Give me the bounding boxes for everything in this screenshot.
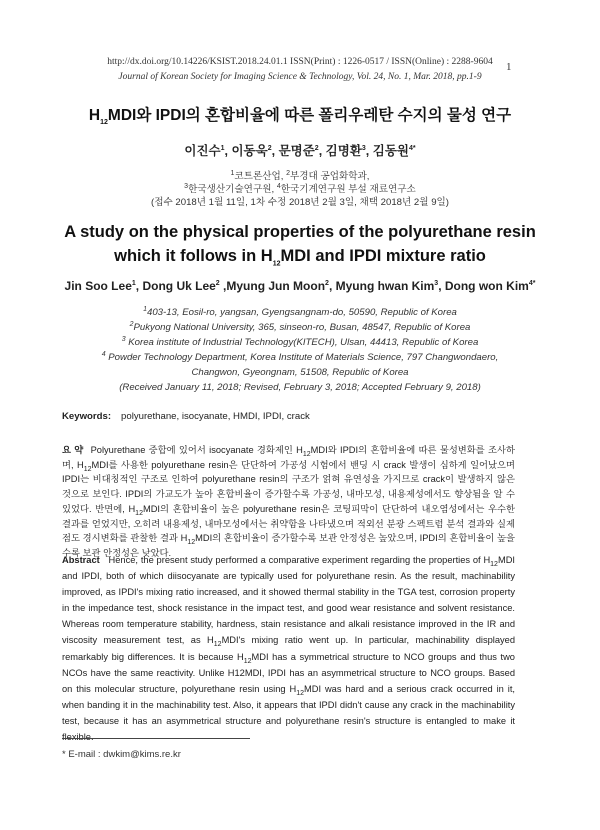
korean-abstract-label: 요 약 (62, 445, 84, 455)
en-author-sup: 2 (325, 280, 329, 287)
abstract-sub: 12 (213, 641, 222, 649)
en-author-name: Jin Soo Lee (64, 279, 132, 293)
aff-text: 403-13, Eosil-ro, yangsan, Gyengsangnam-do, 50590, Republic of Korea (147, 307, 457, 318)
ko-author-separator: , (224, 144, 232, 158)
en-author-sup: 4* (528, 280, 536, 287)
en-author-separator: , (219, 279, 227, 293)
english-abstract-label: Abstract (62, 555, 100, 565)
abstract-sub: 12 (302, 450, 311, 458)
english-title-line-2 (40, 244, 560, 268)
aff-sup: 2 (286, 169, 290, 177)
english-affiliation-1 (60, 307, 540, 318)
english-affiliation-2 (60, 322, 540, 333)
keywords-text: polyurethane, isocyanate, HMDI, IPDI, crack (121, 411, 310, 422)
abstract-sub: 12 (83, 465, 92, 473)
journal-citation: Journal of Korean Society for Imaging Science & Technology, Vol. 24, No. 1, Mar. 2018, pp.1-9 (118, 72, 482, 82)
ko-author-name: 김명환 (325, 144, 362, 158)
abstract-text: MDI has a symmetrical structure to NCO groups and thus two NCOs have the same reactivity. Unlike H12MDI, IPDI has an asymmetrical structure to NCO groups. Based on this molecular structure, polyurethane resin using H (62, 651, 515, 694)
en-author-sup: 2 (215, 280, 220, 287)
doi-issn-line: http://dx.doi.org/10.14226/KSIST.2018.24.01.1 ISSN(Print) : 1226-0517 / ISSN(Online) : 2288-9604 (107, 57, 493, 67)
ko-author-name: 이진수 (184, 144, 221, 158)
en-author-name: Dong Uk Lee (142, 279, 216, 293)
english-authors (40, 279, 560, 293)
abstract-sub: 12 (135, 509, 143, 517)
en-author-separator: , (135, 279, 143, 293)
english-affiliation-4-cont: Changwon, Gyeongnam, 51508, Republic of Korea (191, 367, 409, 378)
aff-sup: 4 (101, 350, 106, 358)
aff-text: 부경대 공업화학과, (290, 171, 370, 182)
english-affiliation-4 (60, 352, 540, 363)
aff-sup: 4 (276, 182, 281, 190)
en-author-name: Myung hwan Kim (335, 279, 435, 293)
en-author-sup: 1 (131, 280, 136, 287)
korean-dates: (접수 2018년 1월 11일, 1차 수정 2018년 2월 3일, 채택 2018년 2월 9일) (151, 197, 449, 208)
abstract-sub: 12 (490, 560, 498, 568)
abstract-text: MDI의 혼합비율이 높은 polyurethane resin은 코팅피막이 단단하여 내오염성에서는 우수한 결과를 얻었지만, 오히려 내용제성, 내마모성에서는 취약함을 나타냈으며 적외선 분광 스펙트럼 분석 결과와 실제 점도 경시변화를 관찰한 결과 H (62, 503, 515, 544)
aff-text: Korea institute of Industrial Technology(KITECH), Ulsan, 44413, Republic of Korea (125, 337, 479, 348)
abstract-text: MDI의 혼합비율이 증가할수록 보관 안정성은 높았으며, IPDI의 혼합비율이 높을수록 보관 안정성은 낮았다. (62, 533, 515, 558)
footnote-email: * E-mail : dwkim@kims.re.kr (62, 749, 181, 760)
keywords (62, 411, 542, 422)
page-number: 1 (506, 61, 512, 73)
english-dates: (Received January 11, 2018; Revised, February 3, 2018; Accepted February 9, 2018) (119, 382, 481, 393)
aff-sup: 3 (184, 182, 189, 190)
title-post: MDI and IPDI mixture ratio (280, 247, 486, 265)
abstract-sub: 12 (187, 539, 196, 547)
abstract-text: Hence, the present study performed a comparative experiment regarding the properties of H (105, 555, 491, 565)
korean-authors (40, 141, 560, 159)
abstract-sub: 12 (243, 657, 252, 665)
ko-author-name: 문명준 (278, 144, 315, 158)
abstract-sub: 12 (296, 689, 304, 697)
korean-abstract (62, 443, 515, 561)
english-abstract (62, 552, 515, 745)
ko-author-sup: 1 (220, 144, 225, 152)
korean-title-pre: H (88, 107, 101, 124)
english-title-line-1: A study on the physical properties of the polyurethane resin (64, 223, 536, 241)
title-pre: which it follows in H (114, 247, 273, 265)
korean-title-post: MDI와 IPDI의 혼합비율에 따른 폴리우레탄 수지의 물성 연구 (107, 107, 512, 124)
en-author-name: Dong won Kim (444, 279, 529, 293)
abstract-text: MDI와 IPDI의 혼합비율에 따른 물성변화를 조사하며, H (62, 445, 515, 470)
ko-author-sup: 2 (267, 144, 272, 152)
title-sub: 12 (272, 260, 281, 268)
aff-sup: 1 (230, 169, 235, 177)
ko-author-separator: , (365, 144, 373, 158)
ko-author-name: 김동원 (372, 144, 409, 158)
abstract-text: MDI를 사용한 polyurethane resin은 단단하여 가공성 시험에서 밴딩 시 crack 발생이 심하게 일어났으며 IPDI는 비대칭적인 구조로 인하여 polyurethane resin의 구조가 얽혀 유연성을 가지므로 crack이 발생하지 않은 것으로 보인다. IPDI의 가교도가 높아 혼합비율이 증가할수록 가공성, 내마모성, 내용제성에서도 향상됨을 알 수 있었다. 반면에, H (62, 459, 515, 514)
en-author-sup: 3 (434, 280, 439, 287)
abstract-text: MDI's mixing ratio went up. In particular, machinability displayed remarkably big differences. It is because H (62, 635, 515, 662)
english-affiliation-3 (60, 337, 540, 348)
en-author-name: Myung Jun Moon (226, 279, 326, 293)
aff-text: Powder Technology Department, Korea Institute of Materials Science, 797 Changwondaero, (105, 352, 499, 363)
ko-author-sup: 2 (314, 144, 319, 152)
ko-author-sup: 3 (361, 144, 366, 152)
korean-title-sub: 12 (100, 119, 108, 127)
korean-title (40, 103, 560, 125)
aff-sup: 1 (143, 305, 148, 313)
ko-author-separator: , (318, 144, 326, 158)
aff-sup: 2 (129, 320, 134, 328)
aff-text: 한국생산기술연구원, (188, 184, 277, 195)
ko-author-sup: 4* (408, 144, 416, 152)
aff-sup: 3 (121, 335, 126, 343)
en-author-separator: , (438, 279, 445, 293)
footnote-divider (62, 738, 250, 739)
keywords-label: Keywords: (62, 411, 112, 422)
korean-affiliation-line-1 (40, 168, 560, 182)
en-author-separator: , (328, 279, 336, 293)
korean-affiliation-line-2 (40, 181, 560, 195)
ko-author-separator: , (271, 144, 279, 158)
abstract-text: Polyurethane 중합에 있어서 isocyanate 경화제인 H (87, 445, 303, 455)
aff-text: 한국기계연구원 부설 재료연구소 (280, 184, 416, 195)
english-title (40, 220, 560, 268)
ko-author-name: 이동욱 (231, 144, 268, 158)
abstract-text: MDI and IPDI, both of which diisocyanate are typically used for polyurethane resin. As the result, machinability improved, as IPDI's mixing ratio increased, and it showed thermal stability in the TGA test, corrosion property in the impedance test, shock resistance in the impact test, and good wear resistance and solvent resistance. Whereas room temperature stability, hardness, stain resistance and alkali resistance improved in the IR and viscosity measurement test, as H (62, 555, 515, 646)
abstract-text: MDI was hard and a serious crack occurred in it, when banding it in the machinability test. Also, it appears that IPDI didn't cause any crack in the machinability test, because it has an asymmetrical structure and polyurethane resin's structure is entangled to make it flexible. (62, 683, 515, 743)
aff-text: Pukyong National University, 365, sinseon-ro, Busan, 48547, Republic of Korea (133, 322, 471, 333)
aff-text: 코트론산업, (234, 171, 287, 182)
